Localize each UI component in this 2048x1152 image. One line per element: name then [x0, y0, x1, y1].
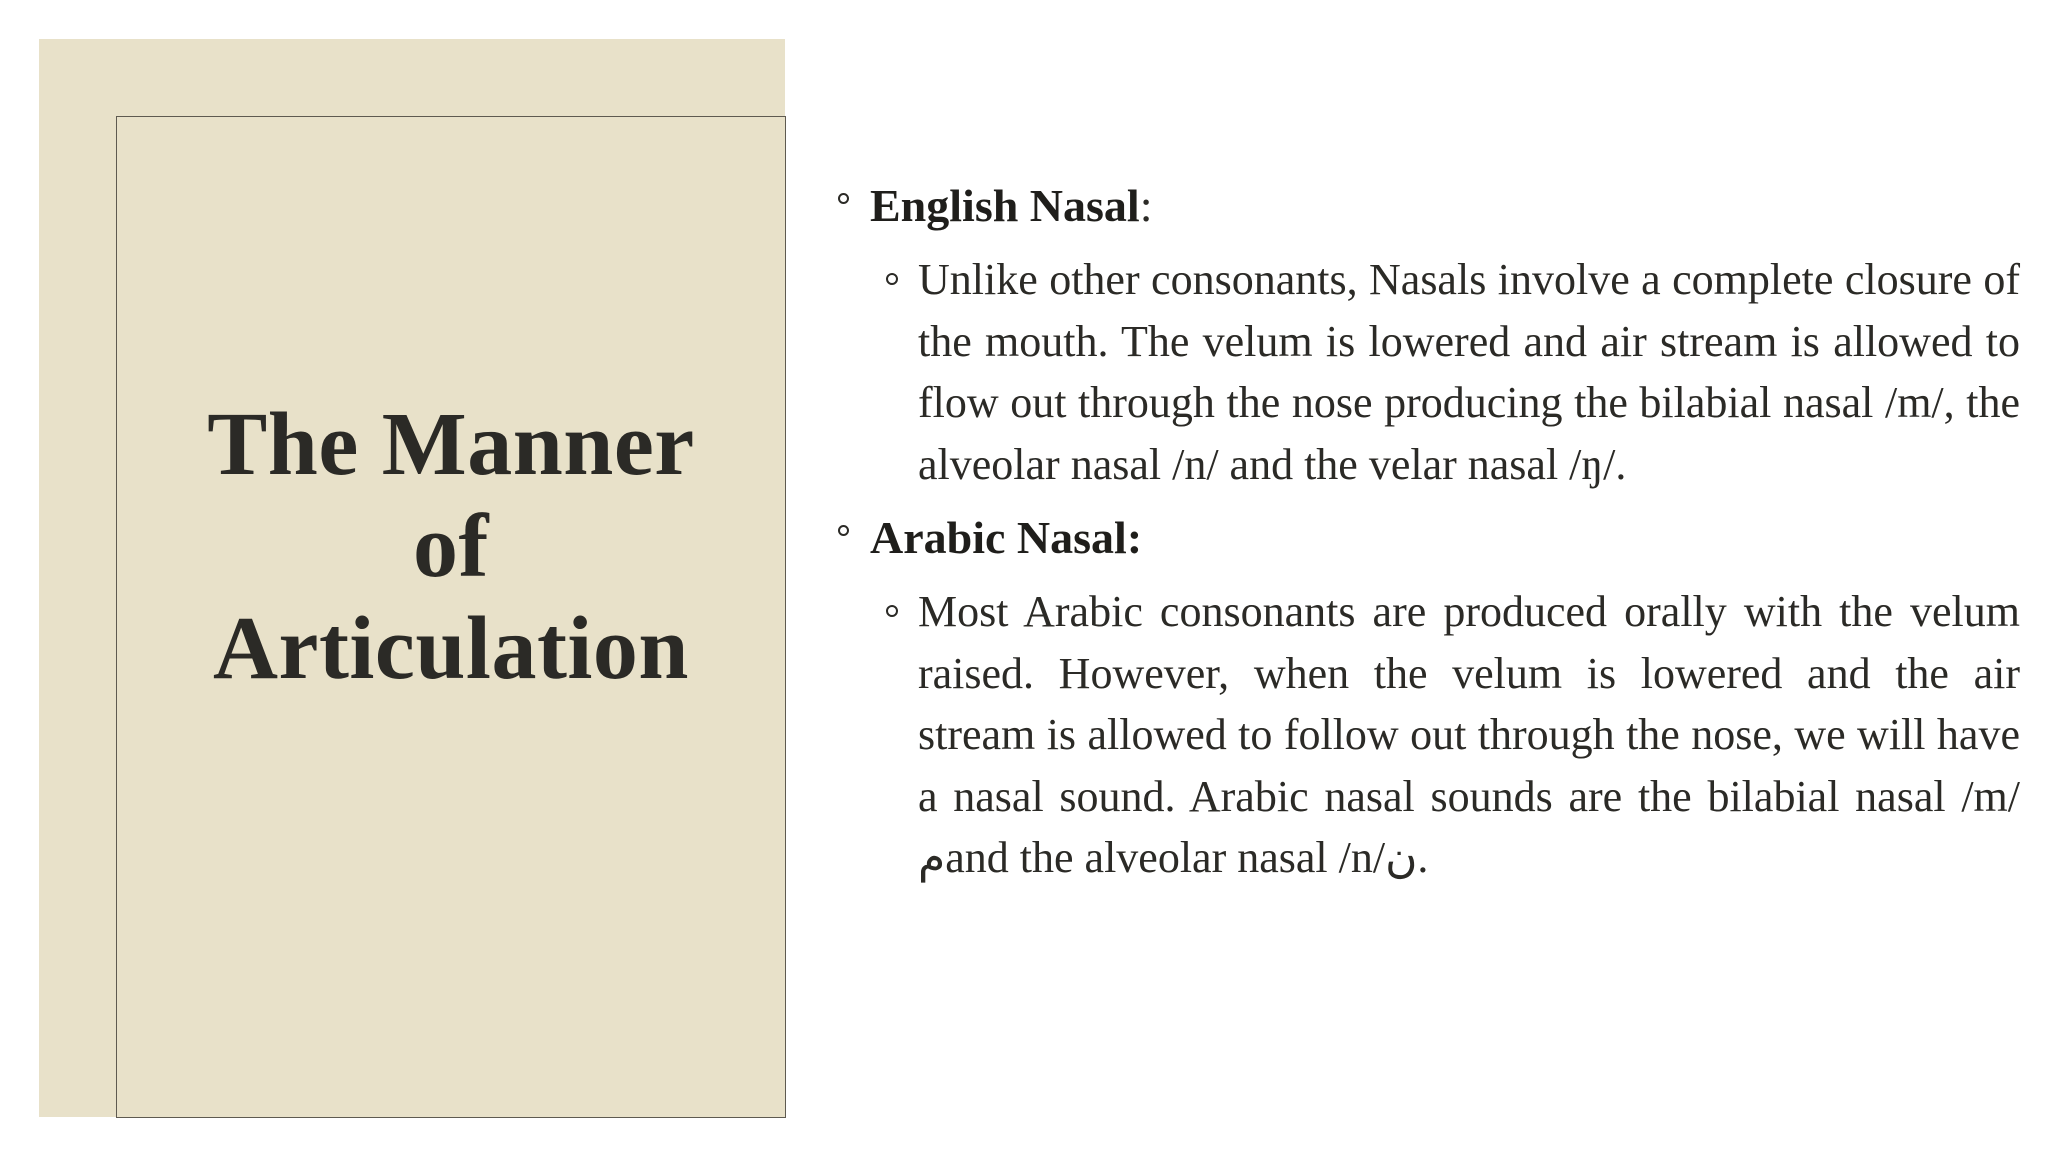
bullet-english-nasal — [838, 175, 2020, 237]
bullet-arabic-nasal — [838, 507, 2020, 569]
sub-bullet-arabic-nasal — [886, 581, 2020, 889]
section-body-arabic: Most Arabic consonants are produced orally with the velum raised. However, when the velum is lowered and the air stream is allowed to follow out through the nose, we will have a nasal sound. Arabic nasal sounds are the bilabial nasal /m/ مand the alveolar nasal /n/ن. — [918, 587, 2020, 882]
title-line-2: of — [413, 497, 489, 596]
hollow-bullet-icon — [838, 525, 849, 536]
hollow-bullet-icon — [838, 193, 849, 204]
title-panel — [39, 39, 785, 1117]
title-line-1: The Manner — [207, 395, 695, 494]
slide-title — [207, 394, 694, 700]
sub-bullet-english-nasal — [886, 249, 2020, 495]
section-heading-english-colon: : — [1139, 180, 1153, 231]
slide-content — [838, 175, 2020, 901]
section-heading-arabic: Arabic Nasal: — [870, 512, 1143, 563]
section-heading-english: English Nasal — [870, 180, 1140, 231]
hollow-bullet-icon — [886, 605, 898, 617]
section-body-english: Unlike other consonants, Nasals involve a complete closure of the mouth. The velum is lowered and air stream is allowed to flow out through the nose producing the bilabial nasal /m/, the alveolar nasal /n/ and the velar nasal /ŋ/. — [918, 255, 2020, 489]
hollow-bullet-icon — [886, 273, 898, 285]
title-frame — [116, 116, 786, 1118]
title-line-3: Articulation — [213, 599, 689, 698]
